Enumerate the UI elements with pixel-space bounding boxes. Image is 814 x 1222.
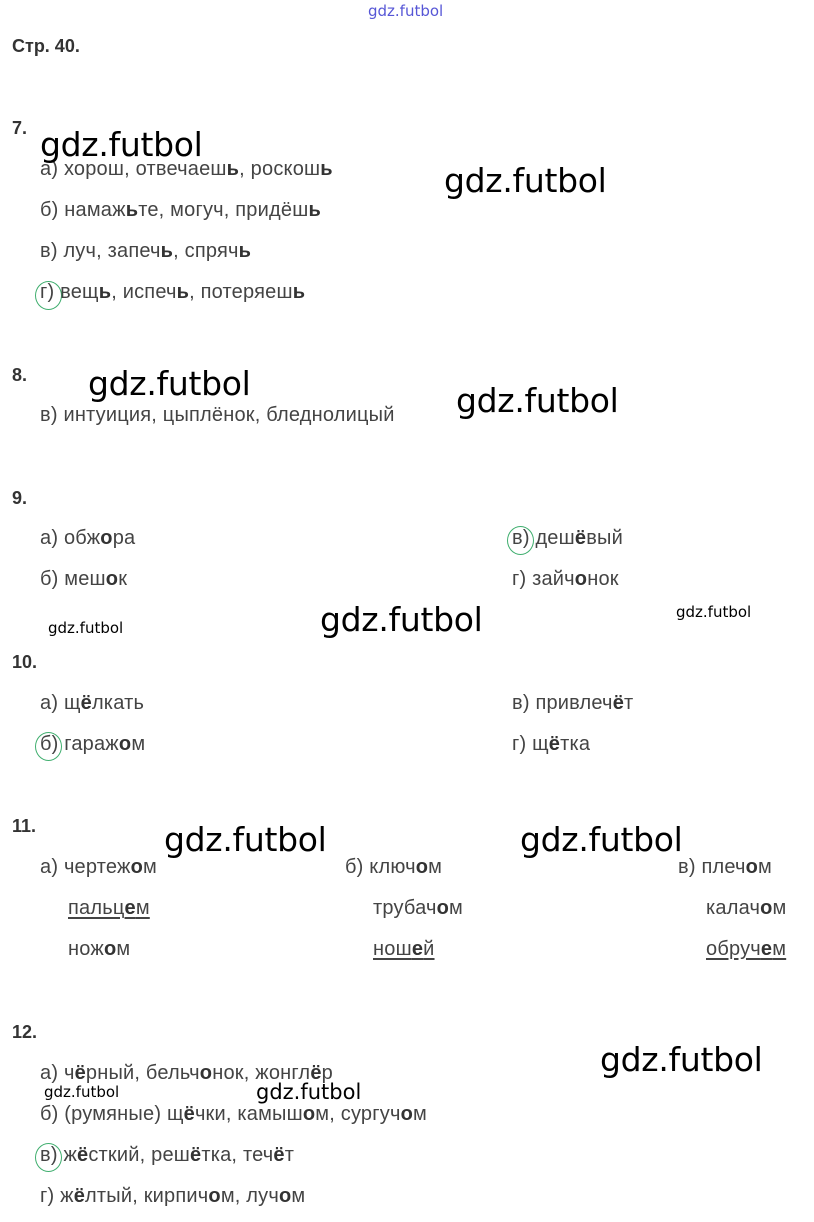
q10-option-a: а) щёлкать bbox=[40, 692, 145, 714]
question-number-8: 8. bbox=[12, 365, 28, 385]
q11-col-a-row-1: а) чертежом bbox=[40, 856, 157, 878]
q10-option-b: б) гаражом bbox=[40, 733, 146, 755]
q7-option-b: б) намажьте, могуч, придёшь bbox=[40, 199, 321, 221]
q11-col-v-row-3-answer: обручем bbox=[706, 938, 787, 960]
question-number-11: 11. bbox=[12, 816, 37, 836]
question-number-7: 7. bbox=[12, 118, 28, 138]
q11-col-a-row-2-answer: пальцем bbox=[68, 897, 150, 919]
watermark-10: gdz.futbol bbox=[600, 1040, 763, 1079]
watermark-8: gdz.futbol bbox=[164, 820, 327, 859]
page-title: Стр. 40. bbox=[12, 36, 80, 56]
q10-option-g: г) щётка bbox=[512, 733, 591, 755]
watermark-5: gdz.futbol bbox=[48, 619, 124, 637]
q9-option-g: г) зайчонок bbox=[512, 568, 619, 590]
q12-option-a: а) чёрный, бельчонок, жонглёр bbox=[40, 1062, 333, 1084]
q12-option-b: б) (румяные) щёчки, камышом, сургучом bbox=[40, 1103, 427, 1125]
q7-option-a: а) хорош, отвечаешь, роскошь bbox=[40, 158, 333, 180]
q9-option-b: б) мешок bbox=[40, 568, 128, 590]
watermark-9: gdz.futbol bbox=[520, 820, 683, 859]
watermark-3: gdz.futbol bbox=[88, 364, 251, 403]
q12-option-v: в) жёсткий, решётка, течёт bbox=[40, 1144, 295, 1166]
watermark-11: gdz.futbol bbox=[44, 1083, 120, 1101]
q7-option-g: г) вещь, испечь, потеряешь bbox=[40, 281, 306, 303]
q11-col-v-row-2: калачом bbox=[706, 897, 787, 919]
q12-option-g: г) жёлтый, кирпичом, лучом bbox=[40, 1185, 306, 1207]
watermark-7: gdz.futbol bbox=[676, 603, 752, 621]
question-number-9: 9. bbox=[12, 488, 28, 508]
watermark-2: gdz.futbol bbox=[444, 161, 607, 200]
q11-col-b-row-1: б) ключом bbox=[345, 856, 443, 878]
q11-col-v-row-1: в) плечом bbox=[678, 856, 772, 878]
watermark-6: gdz.futbol bbox=[320, 600, 483, 639]
watermark-4: gdz.futbol bbox=[456, 381, 619, 420]
q11-col-a-row-3: ножом bbox=[68, 938, 131, 960]
q11-col-b-row-3-answer: ношей bbox=[373, 938, 435, 960]
q9-option-a: а) обжора bbox=[40, 527, 136, 549]
watermark-top: gdz.futbol bbox=[368, 2, 444, 20]
q8-option-v: в) интуиция, цыплёнок, бледнолицый bbox=[40, 404, 395, 426]
q11-col-b-row-2: трубачом bbox=[373, 897, 463, 919]
q10-option-v: в) привлечёт bbox=[512, 692, 634, 714]
question-number-12: 12. bbox=[12, 1022, 38, 1042]
watermark-1: gdz.futbol bbox=[40, 125, 203, 164]
q9-option-v: в) дешёвый bbox=[512, 527, 623, 549]
watermark-12: gdz.futbol bbox=[256, 1080, 362, 1104]
question-number-10: 10. bbox=[12, 652, 38, 672]
q7-option-v: в) луч, запечь, спрячь bbox=[40, 240, 252, 262]
